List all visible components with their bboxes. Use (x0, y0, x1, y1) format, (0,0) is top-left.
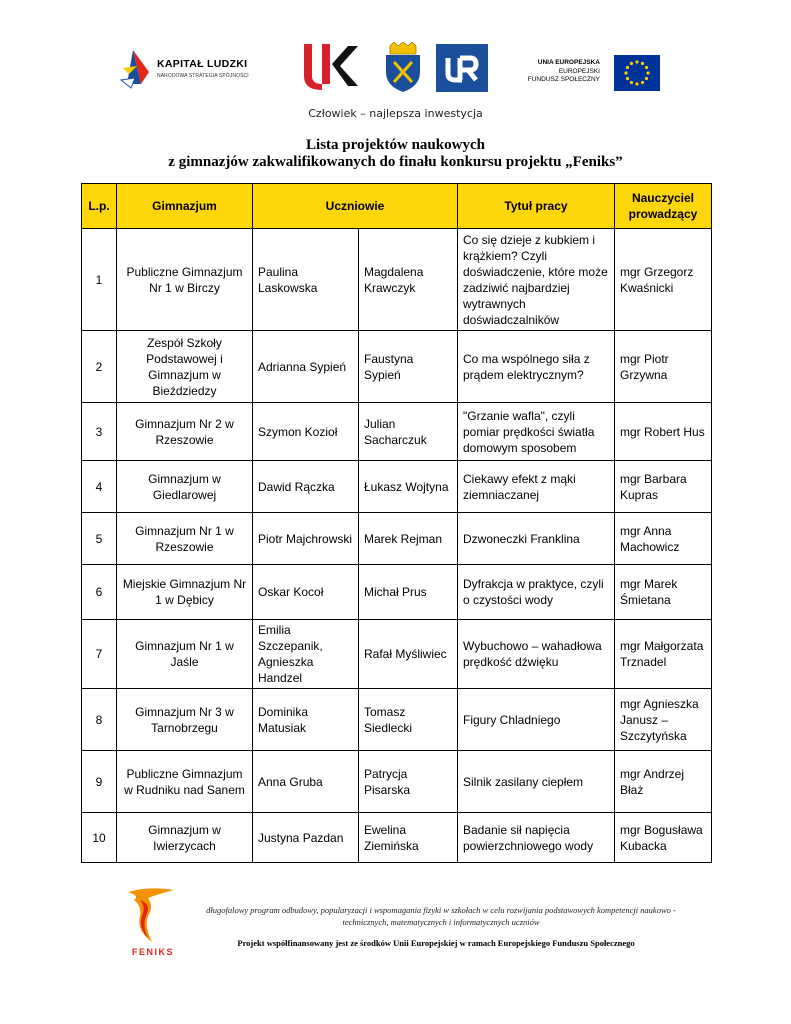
project-title-cell: Dyfrakcja w praktyce, czyli o czystości wody (458, 565, 615, 620)
table-row (82, 565, 712, 620)
school-cell: Gimnazjum Nr 2 w Rzeszowie (117, 403, 253, 461)
project-title-cell: Wybuchowo – wahadłowa prędkość dźwięku (458, 620, 615, 689)
uk-university-logo (300, 42, 370, 92)
eu-flag-icon (614, 55, 660, 91)
table-row (82, 403, 712, 461)
row-number: 4 (82, 461, 117, 513)
table-header-row (82, 184, 712, 229)
student-2-cell: Rafał Myśliwiec (359, 620, 458, 689)
row-number: 1 (82, 229, 117, 331)
kapital-ludzki-logo (119, 44, 259, 92)
student-2-cell: Marek Rejman (359, 513, 458, 565)
student-1-cell: Anna Gruba (253, 751, 359, 813)
student-2-cell: Magdalena Krawczyk (359, 229, 458, 331)
title-line-1: Lista projektów naukowych (306, 137, 485, 153)
table-row (82, 461, 712, 513)
kapital-ludzki-subtitle: NARODOWA STRATEGIA SPÓJNOŚCI (157, 73, 249, 79)
ue-line-1: UNIA EUROPEJSKA (537, 59, 600, 66)
teacher-cell: mgr Małgorzata Trznadel (615, 620, 712, 689)
header-title: Tytuł pracy (458, 184, 615, 229)
student-1-cell: Dawid Rączka (253, 461, 359, 513)
project-title-cell: Silnik zasilany ciepłem (458, 751, 615, 813)
header-students: Uczniowie (253, 184, 458, 229)
table-row (82, 689, 712, 751)
title-line-2: z gimnazjów zakwalifikowanych do finału konkursu projektu „Feniks” (168, 154, 623, 170)
header-school: Gimnazjum (117, 184, 253, 229)
student-2-cell: Julian Sacharczuk (359, 403, 458, 461)
teacher-cell: mgr Piotr Grzywna (615, 331, 712, 403)
school-cell: Zespół Szkoły Podstawowej i Gimnazjum w Bieździedzy (117, 331, 253, 403)
student-1-cell: Szymon Kozioł (253, 403, 359, 461)
project-title-cell: Ciekawy efekt z mąki ziemniaczanej (458, 461, 615, 513)
school-cell: Publiczne Gimnazjum w Rudniku nad Sanem (117, 751, 253, 813)
student-1-cell: Emilia Szczepanik, Agnieszka Handzel (253, 620, 359, 689)
row-number: 8 (82, 689, 117, 751)
project-title-cell: Dzwoneczki Franklina (458, 513, 615, 565)
feniks-logo-text: FENIKS (131, 947, 175, 957)
project-title-cell: Co się dzieje z kubkiem i krążkiem? Czyli doświadczenie, które może zadziwić najbardziej wytrawnych doświadczalników (458, 229, 615, 331)
project-title-cell: Figury Chladniego (458, 689, 615, 751)
student-2-cell: Michał Prus (359, 565, 458, 620)
school-cell: Gimnazjum w Iwierzycach (117, 813, 253, 863)
student-1-cell: Piotr Majchrowski (253, 513, 359, 565)
teacher-cell: mgr Agnieszka Janusz – Szczytyńska (615, 689, 712, 751)
student-1-cell: Oskar Kocoł (253, 565, 359, 620)
student-2-cell: Tomasz Siedlecki (359, 689, 458, 751)
document-title (0, 137, 791, 171)
teacher-cell: mgr Anna Machowicz (615, 513, 712, 565)
row-number: 5 (82, 513, 117, 565)
school-cell: Gimnazjum Nr 1 w Rzeszowie (117, 513, 253, 565)
table-row (82, 751, 712, 813)
eu-efs-logo (520, 55, 660, 93)
school-cell: Publiczne Gimnazjum Nr 1 w Birczy (117, 229, 253, 331)
row-number: 2 (82, 331, 117, 403)
header-lp: L.p. (82, 184, 117, 229)
ue-line-2: EUROPEJSKI (558, 67, 600, 75)
table-row (82, 813, 712, 863)
table-row (82, 331, 712, 403)
table-row (82, 620, 712, 689)
footer-project-note: Projekt współfinansowany jest ze środków Unii Europejskiej w ramach Europejskiego Funduszu Społecznego (237, 938, 635, 948)
project-title-cell: Badanie sił napięcia powierzchniowego wody (458, 813, 615, 863)
ue-line-3: FUNDUSZ SPOŁECZNY (527, 76, 600, 83)
coat-of-arms-logo (380, 42, 426, 92)
teacher-cell: mgr Bogusława Kubacka (615, 813, 712, 863)
teacher-cell: mgr Marek Śmietana (615, 565, 712, 620)
school-cell: Miejskie Gimnazjum Nr 1 w Dębicy (117, 565, 253, 620)
feniks-logo (118, 886, 188, 958)
row-number: 9 (82, 751, 117, 813)
teacher-cell: mgr Andrzej Błaż (615, 751, 712, 813)
table-row (82, 229, 712, 331)
student-1-cell: Paulina Laskowska (253, 229, 359, 331)
student-1-cell: Justyna Pazdan (253, 813, 359, 863)
row-number: 3 (82, 403, 117, 461)
ur-university-logo (436, 44, 488, 92)
student-1-cell: Adrianna Sypień (253, 331, 359, 403)
school-cell: Gimnazjum w Giedlarowej (117, 461, 253, 513)
row-number: 6 (82, 565, 117, 620)
school-cell: Gimnazjum Nr 3 w Tarnobrzegu (117, 689, 253, 751)
teacher-cell: mgr Barbara Kupras (615, 461, 712, 513)
footer-description: długofalowy program odbudowy, popularyzacji i wspomagania fizyki w szkołach w celu rozwijania podstawowych kompetencji naukowo - technicznych, matematycznych i informatycznych uczniów (206, 905, 676, 927)
row-number: 7 (82, 620, 117, 689)
kapital-ludzki-star-icon (119, 44, 159, 92)
teacher-cell: mgr Grzegorz Kwaśnicki (615, 229, 712, 331)
school-cell: Gimnazjum Nr 1 w Jaśle (117, 620, 253, 689)
student-1-cell: Dominika Matusiak (253, 689, 359, 751)
student-2-cell: Faustyna Sypień (359, 331, 458, 403)
table-row (82, 513, 712, 565)
project-title-cell: Co ma wspólnego siła z prądem elektrycznym? (458, 331, 615, 403)
project-title-cell: "Grzanie wafla", czyli pomiar prędkości światła domowym sposobem (458, 403, 615, 461)
projects-table (81, 183, 712, 863)
tagline: Człowiek – najlepsza inwestycja (308, 107, 483, 120)
student-2-cell: Patrycja Pisarska (359, 751, 458, 813)
teacher-cell: mgr Robert Hus (615, 403, 712, 461)
kapital-ludzki-text: KAPITAŁ LUDZKI (157, 58, 248, 70)
student-2-cell: Łukasz Wojtyna (359, 461, 458, 513)
header-teacher: Nauczyciel prowadzący (615, 184, 712, 229)
student-2-cell: Ewelina Ziemińska (359, 813, 458, 863)
row-number: 10 (82, 813, 117, 863)
